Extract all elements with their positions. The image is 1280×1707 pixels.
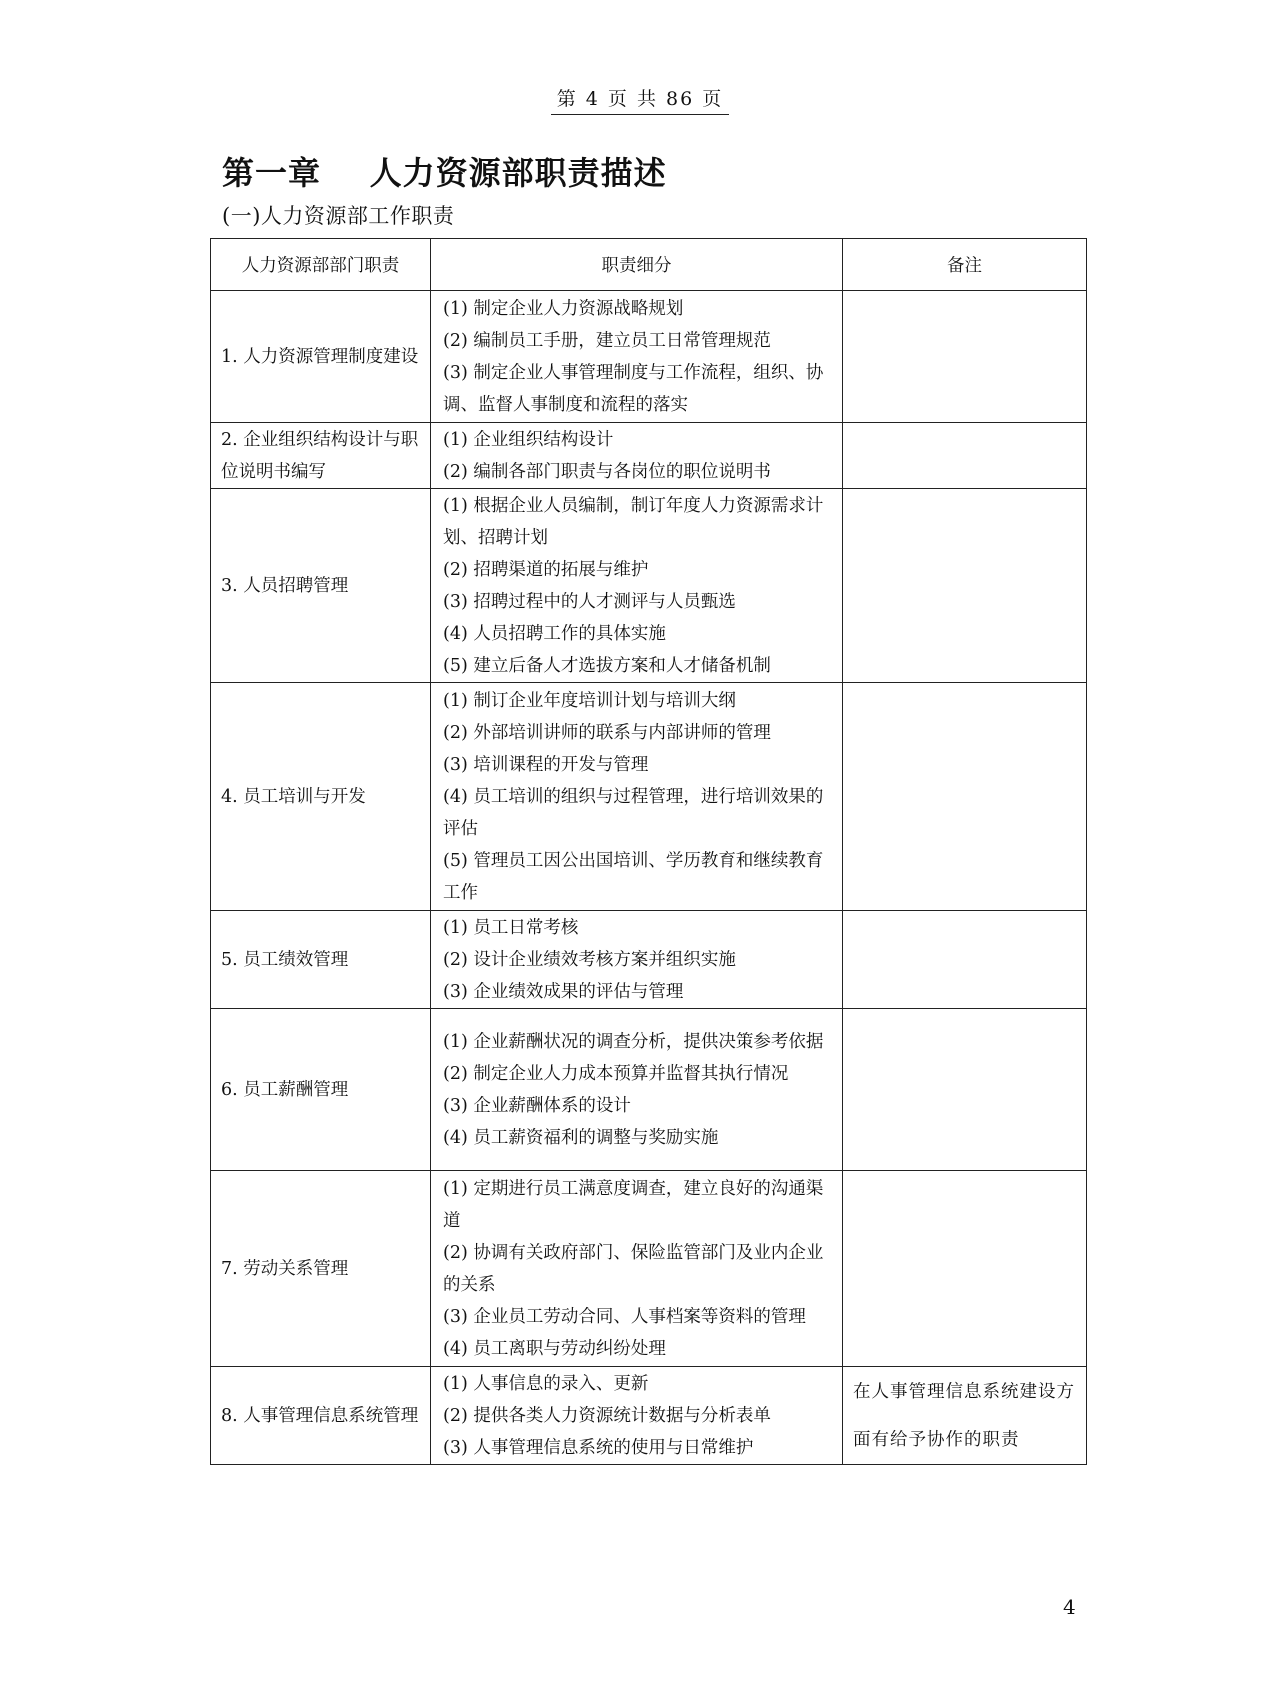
chapter-title: 第一章 人力资源部职责描述 bbox=[222, 154, 667, 192]
list-item: (1) 定期进行员工满意度调查，建立良好的沟通渠道 bbox=[443, 1178, 824, 1231]
table-row bbox=[211, 423, 1087, 489]
table-row bbox=[211, 683, 1087, 911]
list-item: (2) 提供各类人力资源统计数据与分析表单 bbox=[443, 1405, 771, 1426]
list-item: (1) 制订企业年度培训计划与培训大纲 bbox=[443, 690, 736, 711]
dept-cell: 1. 人力资源管理制度建设 bbox=[211, 291, 431, 423]
list-item: (4) 员工薪资福利的调整与奖励实施 bbox=[443, 1127, 719, 1148]
column-header-items: 职责细分 bbox=[431, 239, 843, 291]
note-cell bbox=[843, 1009, 1087, 1171]
list-item: (1) 制定企业人力资源战略规划 bbox=[443, 298, 684, 319]
items-cell bbox=[431, 1009, 843, 1171]
list-item: (3) 人事管理信息系统的使用与日常维护 bbox=[443, 1437, 754, 1458]
list-item: (2) 制定企业人力成本预算并监督其执行情况 bbox=[443, 1063, 789, 1084]
note-cell bbox=[843, 683, 1087, 911]
note-cell bbox=[843, 423, 1087, 489]
items-cell bbox=[431, 683, 843, 911]
list-item: (2) 编制各部门职责与各岗位的职位说明书 bbox=[443, 461, 771, 482]
list-item: (1) 企业薪酬状况的调查分析，提供决策参考依据 bbox=[443, 1031, 824, 1052]
note-cell bbox=[843, 1171, 1087, 1367]
dept-cell: 4. 员工培训与开发 bbox=[211, 683, 431, 911]
items-cell bbox=[431, 423, 843, 489]
list-item: (1) 根据企业人员编制，制订年度人力资源需求计划、招聘计划 bbox=[443, 495, 824, 548]
dept-cell: 5. 员工绩效管理 bbox=[211, 911, 431, 1009]
page-info: 第 4 页 共 86 页 bbox=[551, 84, 729, 115]
list-item: (1) 员工日常考核 bbox=[443, 917, 579, 938]
dept-cell: 2. 企业组织结构设计与职位说明书编写 bbox=[211, 423, 431, 489]
table-row bbox=[211, 1171, 1087, 1367]
list-item: (2) 设计企业绩效考核方案并组织实施 bbox=[443, 949, 736, 970]
table-row bbox=[211, 489, 1087, 683]
list-item: (2) 外部培训讲师的联系与内部讲师的管理 bbox=[443, 722, 771, 743]
duty-table bbox=[210, 238, 1087, 1465]
page-header bbox=[0, 84, 1280, 115]
column-header-note: 备注 bbox=[843, 239, 1087, 291]
list-item: (5) 建立后备人才选拔方案和人才储备机制 bbox=[443, 655, 771, 676]
list-item: (4) 员工培训的组织与过程管理，进行培训效果的评估 bbox=[443, 786, 824, 839]
dept-cell: 8. 人事管理信息系统管理 bbox=[211, 1367, 431, 1465]
table-header-row bbox=[211, 239, 1087, 291]
note-cell: 在人事管理信息系统建设方面有给予协作的职责 bbox=[843, 1367, 1087, 1465]
items-cell bbox=[431, 911, 843, 1009]
table-row bbox=[211, 291, 1087, 423]
list-item: (2) 协调有关政府部门、保险监管部门及业内企业的关系 bbox=[443, 1242, 824, 1295]
list-item: (3) 制定企业人事管理制度与工作流程，组织、协调、监督人事制度和流程的落实 bbox=[443, 362, 824, 415]
page-number: 4 bbox=[1063, 1595, 1076, 1619]
table-row bbox=[211, 1367, 1087, 1465]
items-cell bbox=[431, 1171, 843, 1367]
list-item: (2) 招聘渠道的拓展与维护 bbox=[443, 559, 649, 580]
items-cell bbox=[431, 1367, 843, 1465]
table-row bbox=[211, 1009, 1087, 1171]
table-row bbox=[211, 911, 1087, 1009]
list-item: (3) 企业员工劳动合同、人事档案等资料的管理 bbox=[443, 1306, 806, 1327]
dept-cell: 6. 员工薪酬管理 bbox=[211, 1009, 431, 1171]
list-item: (1) 人事信息的录入、更新 bbox=[443, 1373, 649, 1394]
list-item: (3) 培训课程的开发与管理 bbox=[443, 754, 649, 775]
list-item: (4) 员工离职与劳动纠纷处理 bbox=[443, 1338, 666, 1359]
note-cell bbox=[843, 489, 1087, 683]
items-cell bbox=[431, 489, 843, 683]
list-item: (4) 人员招聘工作的具体实施 bbox=[443, 623, 666, 644]
list-item: (1) 企业组织结构设计 bbox=[443, 429, 614, 450]
column-header-dept: 人力资源部部门职责 bbox=[211, 239, 431, 291]
list-item: (3) 企业薪酬体系的设计 bbox=[443, 1095, 631, 1116]
list-item: (2) 编制员工手册，建立员工日常管理规范 bbox=[443, 330, 771, 351]
dept-cell: 3. 人员招聘管理 bbox=[211, 489, 431, 683]
section-title: (一)人力资源部工作职责 bbox=[222, 204, 455, 228]
note-cell bbox=[843, 911, 1087, 1009]
items-cell bbox=[431, 291, 843, 423]
list-item: (3) 企业绩效成果的评估与管理 bbox=[443, 981, 684, 1002]
note-cell bbox=[843, 291, 1087, 423]
dept-cell: 7. 劳动关系管理 bbox=[211, 1171, 431, 1367]
list-item: (5) 管理员工因公出国培训、学历教育和继续教育工作 bbox=[443, 850, 824, 903]
list-item: (3) 招聘过程中的人才测评与人员甄选 bbox=[443, 591, 736, 612]
